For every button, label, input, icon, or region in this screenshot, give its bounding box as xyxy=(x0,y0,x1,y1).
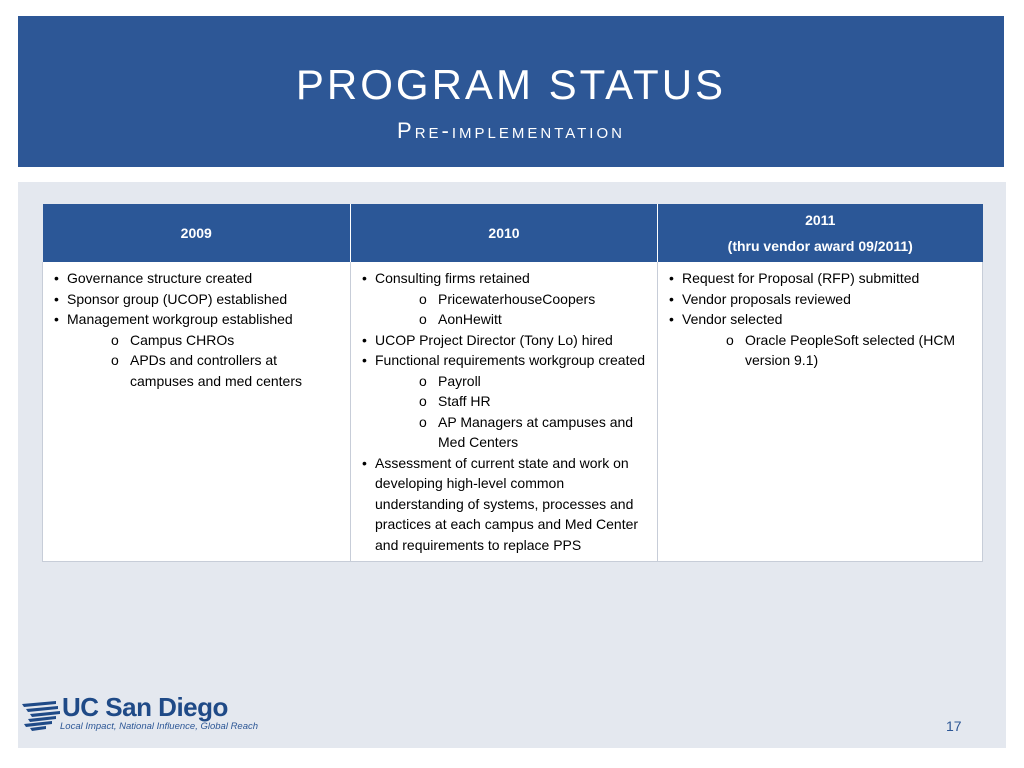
cell-2009 xyxy=(43,262,351,562)
bullet-text: UCOP Project Director (Tony Lo) hired xyxy=(375,331,613,348)
bullet-text: Functional requirements workgroup created xyxy=(375,352,646,368)
cell-2010 xyxy=(351,262,658,562)
bullet-list xyxy=(668,268,974,371)
slide-title: PROGRAM STATUS xyxy=(295,61,727,108)
bullet-text: Vendor selected xyxy=(682,311,783,327)
logo-tagline: Local Impact, National Influence, Global Reach xyxy=(60,721,259,732)
bullet-item xyxy=(361,268,649,330)
page-number: 17 xyxy=(946,718,962,734)
column-header-2009 xyxy=(43,204,351,262)
column-year: 2009 xyxy=(180,225,212,241)
bullet-text: Governance structure created xyxy=(67,270,253,286)
content-area xyxy=(18,182,1006,748)
bullet-list xyxy=(53,268,342,391)
slide-subtitle: Pre-implementation xyxy=(397,118,625,143)
column-year: 2010 xyxy=(488,225,520,241)
bullet-text: Sponsor group (UCOP) established xyxy=(67,290,288,307)
bullet-item xyxy=(53,268,342,289)
sub-bullet-item: o APDs and controllers at campuses and med centers xyxy=(110,350,342,391)
bullet-text: Vendor proposals reviewed xyxy=(682,290,851,307)
cell-2011 xyxy=(658,262,983,562)
column-year: 2011 xyxy=(805,212,836,228)
sub-bullet-list xyxy=(67,330,342,392)
bullet-item xyxy=(53,309,342,391)
sub-bullet-list xyxy=(375,371,649,453)
table-header-row xyxy=(43,204,983,262)
bullet-text: Request for Proposal (RFP) submitted xyxy=(682,270,920,286)
bullet-item xyxy=(361,453,649,556)
logo-wordmark: UC San Diego xyxy=(62,692,228,722)
table-row xyxy=(43,262,983,562)
bullet-item xyxy=(53,289,342,310)
bullet-item xyxy=(668,268,974,289)
sub-bullet-item: o AP Managers at campuses and Med Centers xyxy=(418,412,649,453)
sub-bullet-list xyxy=(375,289,649,330)
sub-bullet-item: o AonHewitt xyxy=(418,309,649,330)
bullet-text: Management workgroup established xyxy=(67,311,293,327)
uc-san-diego-logo xyxy=(20,692,260,740)
column-header-2011 xyxy=(658,204,983,262)
bullet-item xyxy=(668,309,974,371)
column-header-2010 xyxy=(351,204,658,262)
bullet-item xyxy=(668,289,974,310)
program-status-table xyxy=(42,204,983,562)
sub-bullet-item: o Staff HR xyxy=(418,391,649,412)
sub-bullet-list xyxy=(682,330,974,371)
bullet-item xyxy=(361,330,649,351)
column-note: (thru vendor award 09/2011) xyxy=(727,238,913,254)
bullet-item xyxy=(361,350,649,453)
bullet-text: Consulting firms retained xyxy=(375,270,530,286)
bullet-text: Assessment of current state and work on developing high-level common understanding of systems, processes and practices at each campus and Med Center and requirements to replace PPS xyxy=(375,454,639,553)
sub-bullet-item: o Payroll xyxy=(418,371,649,392)
bullet-list xyxy=(361,268,649,555)
sub-bullet-item: o Oracle PeopleSoft selected (HCM version 9.1) xyxy=(725,330,974,371)
sub-bullet-item: o Campus CHROs xyxy=(110,330,342,351)
title-banner xyxy=(18,16,1004,167)
sub-bullet-item: o PricewaterhouseCoopers xyxy=(418,289,649,310)
trident-wave-icon xyxy=(20,698,64,732)
